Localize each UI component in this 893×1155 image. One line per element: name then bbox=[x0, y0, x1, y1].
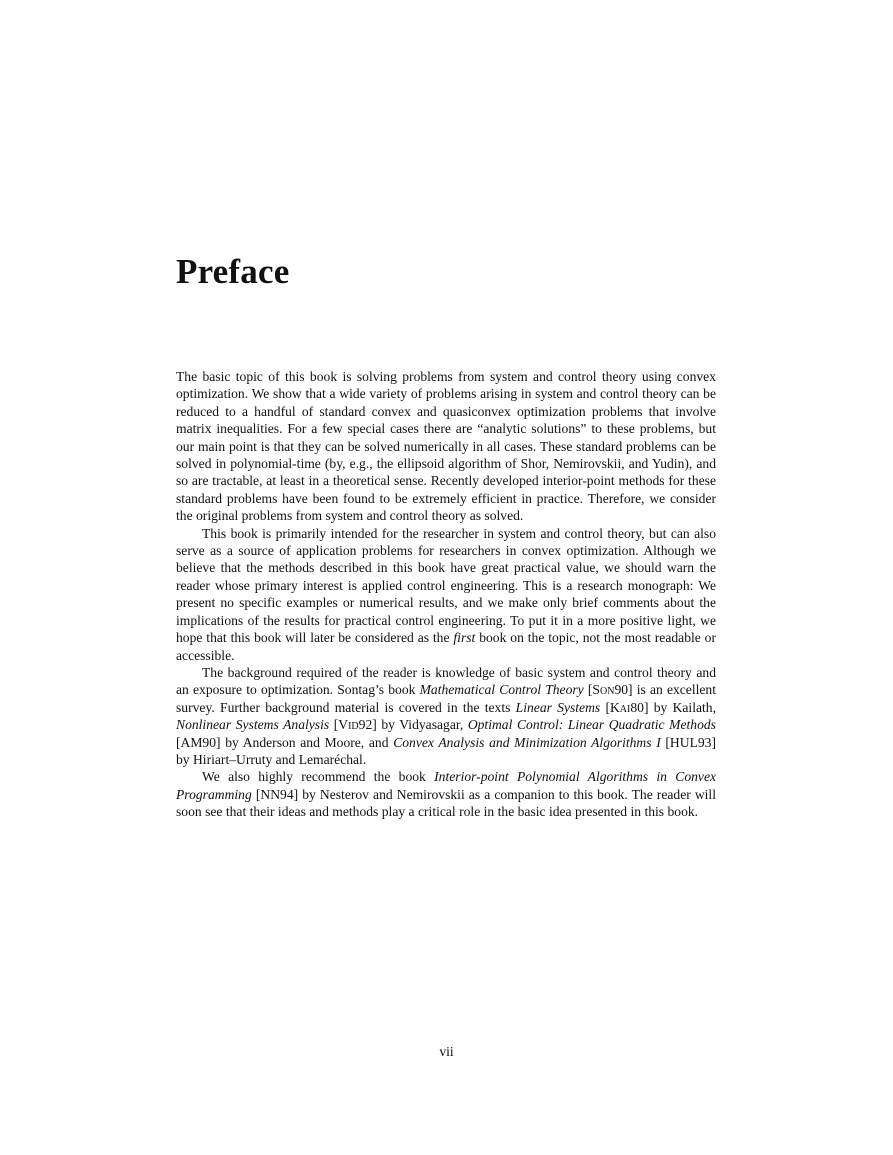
citation-key: Son bbox=[592, 682, 615, 698]
text-run: 92] by Vidyasagar, bbox=[358, 717, 468, 733]
paragraph bbox=[176, 368, 716, 525]
italic-text: Convex Analysis and Minimization Algorithms I bbox=[393, 734, 661, 750]
text-run: [HUL93] by Hiriart–Urruty and Lemaréchal. bbox=[176, 734, 716, 767]
citation-key: Vid bbox=[338, 717, 359, 733]
text-run: The basic topic of this book is solving problems from system and control theory using convex optimization. We show that a wide variety of problems arising in system and control theory can be reduced to a handful of standard convex and quasiconvex optimization problems that involve matrix inequalities. For a few special cases there are “analytic solutions” to these problems, but our main point is that they can be solved numerically in all cases. These standard problems can be solved in polynomial-time (by, e.g., the ellipsoid algorithm of Shor, Nemirovskii, and Yudin), and so are tractable, at least in a theoretical sense. Recently developed interior-point methods for these standard problems have been found to be extremely efficient in practice. Therefore, we consider the original problems from system and control theory as solved. bbox=[176, 369, 716, 524]
paragraph bbox=[176, 768, 716, 820]
text-run: book on the topic, not the most readable or accessible. bbox=[176, 630, 717, 663]
text-run: [NN94] by Nesterov and Nemirovskii as a companion to this book. The reader will soon see that their ideas and methods play a critical role in the basic idea presented in this book. bbox=[176, 786, 716, 820]
italic-text: Nonlinear Systems Analysis bbox=[176, 717, 330, 733]
italic-text: Linear Systems bbox=[515, 699, 601, 715]
preface-body bbox=[176, 368, 716, 821]
text-run: 90] is an excellent survey. Further background material is covered in the texts bbox=[176, 682, 716, 715]
text-run: [ bbox=[329, 717, 339, 733]
italic-text: Mathematical Control Theory bbox=[419, 682, 584, 698]
text-run: [ bbox=[600, 699, 610, 715]
citation-key: Kai bbox=[609, 699, 631, 715]
text-run: [ bbox=[583, 682, 593, 698]
paragraph bbox=[176, 664, 716, 768]
text-run: The background required of the reader is knowledge of basic system and control theory and an exposure to optimization. Sontag’s book bbox=[176, 664, 716, 698]
page-title: Preface bbox=[176, 252, 290, 291]
text-run: 80] by Kailath, bbox=[630, 699, 716, 715]
page-number: vii bbox=[439, 1044, 454, 1059]
text-run: This book is primarily intended for the researcher in system and control theory, but can also serve as a source of application problems for researchers in convex optimization. Although we believe that the methods described in this book have great practical value, we should warn the reader whose primary interest is applied control engineering. This is a research monograph: We present no specific examples or numerical results, and we make only brief comments about the implications of the results for practical control engineering. To put it in a more positive light, we hope that this book will later be considered as the bbox=[176, 525, 716, 646]
italic-text: first bbox=[453, 630, 476, 646]
text-run: [AM90] by Anderson and Moore, and bbox=[176, 734, 394, 750]
italic-text: Optimal Control: Linear Quadratic Methods bbox=[467, 717, 716, 733]
paragraph bbox=[176, 525, 716, 664]
text-run: We also highly recommend the book bbox=[202, 769, 435, 785]
italic-text: Interior-point Polynomial Algorithms in Convex Programming bbox=[176, 769, 717, 802]
